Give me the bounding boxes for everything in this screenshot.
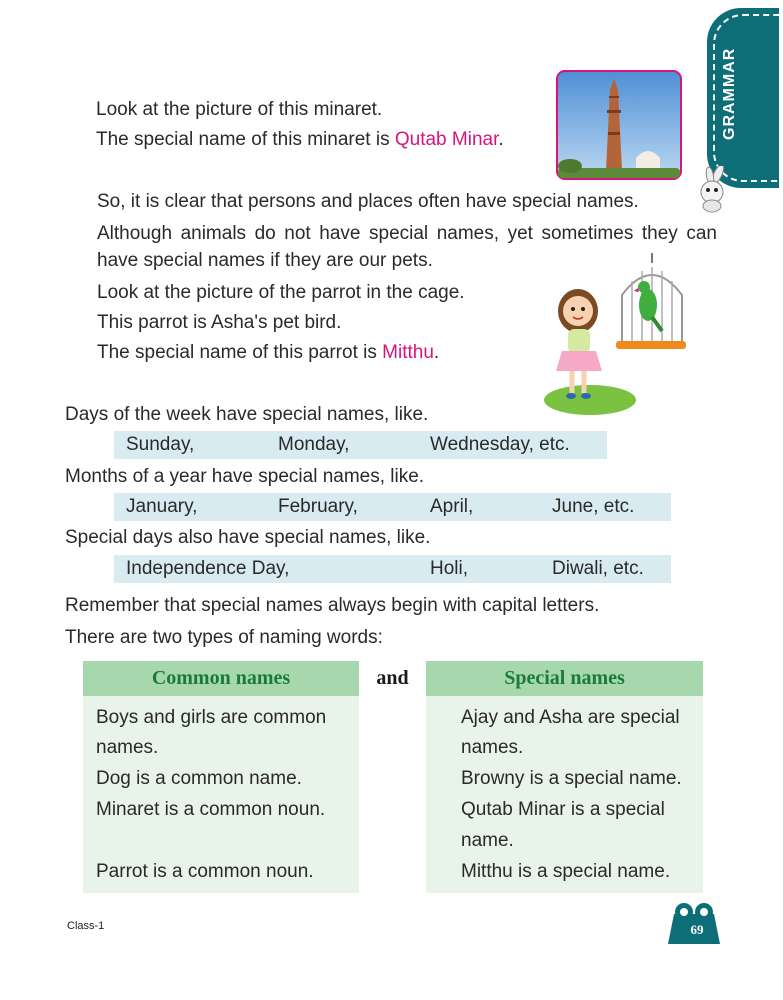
common-name-line: names.: [96, 737, 159, 758]
common-name-line: Boys and girls are common: [96, 707, 327, 728]
para-line-5: This parrot is Asha's pet bird.: [97, 312, 342, 333]
para-line-6: [97, 341, 439, 365]
special-name-line: Browny is a special name.: [461, 768, 682, 789]
intro-line-2-end: .: [498, 129, 504, 150]
para-line-6-end: .: [433, 342, 440, 363]
special-name-line: names.: [461, 737, 524, 758]
qutab-minar-picture: [556, 70, 682, 180]
month-item: June, etc.: [552, 496, 635, 517]
girl-with-parrot-cage-picture: [540, 245, 690, 420]
para-line-3: have special names if they are our pets.: [97, 250, 433, 271]
month-item: January,: [126, 496, 198, 517]
months-intro: Months of a year have special names, like.: [65, 466, 425, 487]
special-name-line: name.: [461, 830, 514, 851]
common-names-header: [83, 661, 359, 696]
class-label: Class-1: [67, 920, 105, 932]
day-item: Wednesday, etc.: [430, 434, 570, 455]
intro-line-2-text: The special name of this minaret is: [96, 129, 395, 150]
special-name-line: Qutab Minar is a special: [461, 799, 665, 820]
common-name-line: Dog is a common name.: [96, 768, 302, 789]
common-names-column: [83, 696, 359, 893]
month-item: April,: [430, 496, 474, 517]
special-names-heading: Special names: [504, 667, 625, 689]
para-line-4: Look at the picture of the parrot in the cage.: [97, 282, 465, 303]
common-name-line: Parrot is a common noun.: [96, 861, 314, 882]
months-strip: [114, 493, 671, 521]
special-days-intro: Special days also have special names, like.: [65, 527, 431, 548]
para-line-2: Although animals do not have special names, yet sometimes they can: [97, 223, 717, 244]
common-names-heading: Common names: [151, 667, 291, 689]
day-item: Sunday,: [126, 434, 195, 455]
intro-line-2: [96, 128, 504, 152]
remember-note: Remember that special names always begin with capital letters.: [65, 595, 600, 616]
intro-line-1: Look at the picture of this minaret.: [96, 99, 383, 120]
month-item: February,: [278, 496, 358, 517]
special-days-strip: [114, 555, 671, 583]
days-strip: [114, 431, 607, 459]
types-intro: There are two types of naming words:: [65, 627, 383, 648]
para-line-1: So, it is clear that persons and places often have special names.: [97, 191, 639, 212]
special-names-column: [426, 696, 703, 893]
special-day-item: Diwali, etc.: [552, 558, 644, 579]
bunny-mascot-icon: [690, 166, 738, 214]
days-intro: Days of the week have special names, like.: [65, 404, 429, 425]
special-day-item: Independence Day,: [126, 558, 290, 579]
page-number: 69: [690, 922, 704, 937]
special-name-line: Mitthu is a special name.: [461, 861, 671, 882]
common-name-line: Minaret is a common noun.: [96, 799, 326, 820]
special-name-line: Ajay and Asha are special: [461, 707, 680, 728]
minaret-special-name: Qutab Minar: [394, 129, 499, 150]
and-label: and: [376, 667, 409, 689]
para-line-6-text: The special name of this parrot is: [97, 342, 383, 363]
grammar-tab-label: GRAMMAR: [721, 47, 738, 141]
special-day-item: Holi,: [430, 558, 469, 579]
special-names-header: [426, 661, 703, 696]
day-item: Monday,: [278, 434, 350, 455]
parrot-special-name: Mitthu: [382, 342, 434, 363]
